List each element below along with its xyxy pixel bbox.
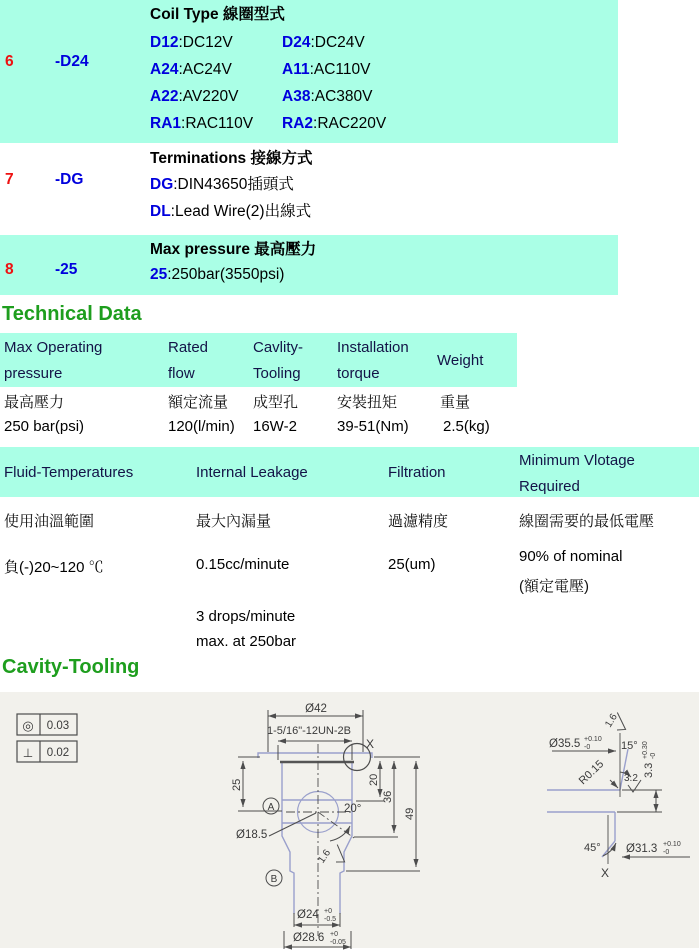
dia31-3-tol-upper: +0.10 — [663, 841, 681, 848]
dim-3-3-tol-upper: +0.30 — [642, 741, 649, 759]
termination-option-line — [150, 171, 313, 198]
hline: Cavlity- — [253, 339, 304, 356]
leakage-extra-line: max. at 250bar — [196, 633, 297, 650]
option-code: A24 — [150, 61, 179, 78]
technical-zh-cell: 重量 — [440, 394, 471, 411]
hline: Required — [519, 478, 580, 495]
dim-dia31-3: Ø31.3 — [626, 843, 658, 855]
order-row-code: -D24 — [55, 53, 89, 70]
cavity-tooling-drawing — [0, 692, 699, 951]
option-code: DL — [150, 203, 171, 220]
title-en: Terminations — [150, 150, 247, 167]
title-zh: 線圈型式 — [222, 6, 285, 23]
dim-20: 20 — [368, 773, 380, 786]
dim-dia18-5: Ø18.5 — [236, 829, 268, 841]
option-desc: :DC12V — [178, 34, 233, 51]
hline: Max Operating — [4, 339, 103, 356]
dia31-3-tol-lower: -0 — [663, 849, 670, 856]
title-zh: 接線方式 — [250, 150, 313, 167]
finish-1-6: 1.6 — [316, 847, 334, 866]
dim-3-3: 3.3 — [643, 762, 655, 778]
title-en: Max pressure — [150, 241, 250, 258]
radius-r0-15: R0.15 — [576, 758, 607, 788]
col-header-filtration: Filtration — [388, 464, 446, 481]
option-desc: :AV220V — [178, 88, 239, 105]
order-row-title — [150, 239, 316, 261]
title-zh: 最高壓力 — [254, 241, 317, 258]
finish-1-6-detail: 1.6 — [603, 711, 620, 730]
option-desc: :RAC110V — [181, 115, 254, 132]
option-desc: :DIN43650插頭式 — [173, 176, 294, 193]
order-row-number: 7 — [5, 171, 14, 188]
thread-callout: 1-5/16"-12UN-2B — [267, 725, 351, 737]
datum-b-label: B — [270, 874, 278, 885]
option-code: A38 — [282, 88, 311, 105]
order-row-code: -25 — [55, 261, 78, 278]
dia28-6-tol-upper: +0 — [330, 931, 338, 938]
dim-25: 25 — [231, 778, 243, 791]
col-header-weight — [437, 348, 483, 374]
fluid-value-cell: 0.15cc/minute — [196, 556, 290, 573]
dia35-5-tol-lower: -0 — [584, 744, 591, 751]
col-header-rated-flow — [168, 335, 208, 387]
hline: Weight — [437, 352, 484, 369]
datum-a-label: A — [267, 802, 275, 813]
option-code: DG — [150, 176, 174, 193]
col-header-internal-leakage: Internal Leakage — [196, 464, 308, 481]
coil-option-line — [150, 29, 386, 56]
order-row-number: 8 — [5, 261, 14, 278]
detail-x-marker: X — [366, 737, 375, 751]
fluid-zh-cell: 最大內漏量 — [196, 513, 272, 530]
option-code: A11 — [282, 61, 310, 78]
detail-x-axis-label: X — [601, 866, 610, 880]
coil-option-line — [150, 83, 386, 110]
option-code: 25 — [150, 266, 168, 283]
col-header-minimum-voltage — [519, 448, 635, 500]
hline: Installation — [337, 339, 409, 356]
angle-45: 45° — [584, 842, 601, 854]
option-desc: :AC24V — [178, 61, 232, 78]
option-code: A22 — [150, 88, 179, 105]
dim-dia28-6: Ø28.6 — [293, 932, 325, 944]
option-desc: :Lead Wire(2)出線式 — [170, 203, 312, 220]
technical-value-cell: 39-51(Nm) — [337, 418, 409, 435]
coil-option-line — [150, 110, 386, 137]
angle-20: 20° — [344, 803, 362, 815]
perpendicularity-icon: ⊥ — [22, 746, 34, 760]
fluid-value-cell: 負(-)20~120 ℃ — [4, 559, 104, 576]
option-code: RA1 — [150, 115, 182, 132]
technical-value-cell: 2.5(kg) — [443, 418, 490, 435]
option-code: RA2 — [282, 115, 314, 132]
angle-15: 15° — [621, 740, 638, 752]
option-desc: :RAC220V — [313, 115, 387, 132]
order-row-number: 6 — [5, 53, 14, 70]
concentricity-icon: ◎ — [22, 718, 34, 733]
finish-3-2: 3.2 — [624, 773, 638, 784]
fluid-value-cell-sub: (額定電壓) — [519, 578, 589, 595]
coil-option-line — [150, 56, 386, 83]
order-row-title — [150, 148, 313, 170]
technical-value-cell: 120(l/min) — [168, 418, 235, 435]
dia35-5-tol-upper: +0.10 — [584, 736, 602, 743]
option-desc: :DC24V — [310, 34, 365, 51]
cavity-tooling-heading: Cavity-Tooling — [2, 656, 140, 678]
dia24-tol-upper: +0 — [324, 908, 332, 915]
order-row-terminations — [0, 143, 618, 235]
leakage-extra-line: 3 drops/minute — [196, 608, 296, 625]
hline: Tooling — [253, 365, 301, 382]
col-header-max-operating-pressure — [4, 335, 102, 387]
technical-zh-cell: 最高壓力 — [4, 394, 65, 411]
option-code: D12 — [150, 34, 179, 51]
dim-dia35-5: Ø35.5 — [549, 738, 581, 750]
option-desc: :AC380V — [310, 88, 373, 105]
hline: pressure — [4, 365, 63, 382]
option-desc: :250bar(3550psi) — [167, 266, 285, 283]
dim-dia42: Ø42 — [305, 703, 327, 715]
title-en: Coil Type — [150, 6, 219, 23]
gdt-value: 0.03 — [46, 720, 70, 732]
termination-option-line — [150, 198, 313, 225]
technical-value-cell: 250 bar(psi) — [4, 418, 85, 435]
order-row-code: -DG — [55, 171, 84, 188]
pressure-option-line — [150, 261, 316, 288]
order-row-coil-type — [0, 0, 618, 143]
gdt-value: 0.02 — [46, 747, 70, 759]
hline: torque — [337, 365, 380, 382]
hline: Rated — [168, 339, 209, 356]
technical-zh-cell: 安裝扭矩 — [337, 394, 398, 411]
hline: flow — [168, 365, 195, 382]
dim-49: 49 — [404, 807, 416, 820]
dia24-tol-lower: -0.5 — [324, 916, 337, 923]
dim-dia24: Ø24 — [297, 909, 319, 921]
fluid-value-cell: 25(um) — [388, 556, 436, 573]
col-header-cavity-tooling — [253, 335, 303, 387]
technical-zh-cell: 成型孔 — [253, 394, 299, 411]
fluid-zh-cell: 使用油溫範圍 — [4, 513, 95, 530]
order-row-max-pressure — [0, 235, 618, 295]
order-row-title — [150, 4, 386, 26]
fluid-value-cell: 90% of nominal — [519, 548, 623, 565]
technical-data-heading: Technical Data — [2, 303, 142, 325]
technical-value-cell: 16W-2 — [253, 418, 297, 435]
fluid-zh-cell: 線圈需要的最低電壓 — [519, 513, 655, 530]
option-code: D24 — [282, 34, 311, 51]
hline: Minimum Vlotage — [519, 452, 635, 469]
fluid-zh-cell: 過濾精度 — [388, 513, 449, 530]
dia28-6-tol-lower: -0.05 — [330, 939, 346, 946]
col-header-fluid-temperatures: Fluid-Temperatures — [4, 464, 134, 481]
option-desc: :AC110V — [309, 61, 371, 78]
technical-zh-cell: 額定流量 — [168, 394, 229, 411]
col-header-installation-torque — [337, 335, 409, 387]
dim-3-3-tol-lower: -0 — [650, 752, 657, 759]
dim-36: 36 — [382, 790, 394, 803]
